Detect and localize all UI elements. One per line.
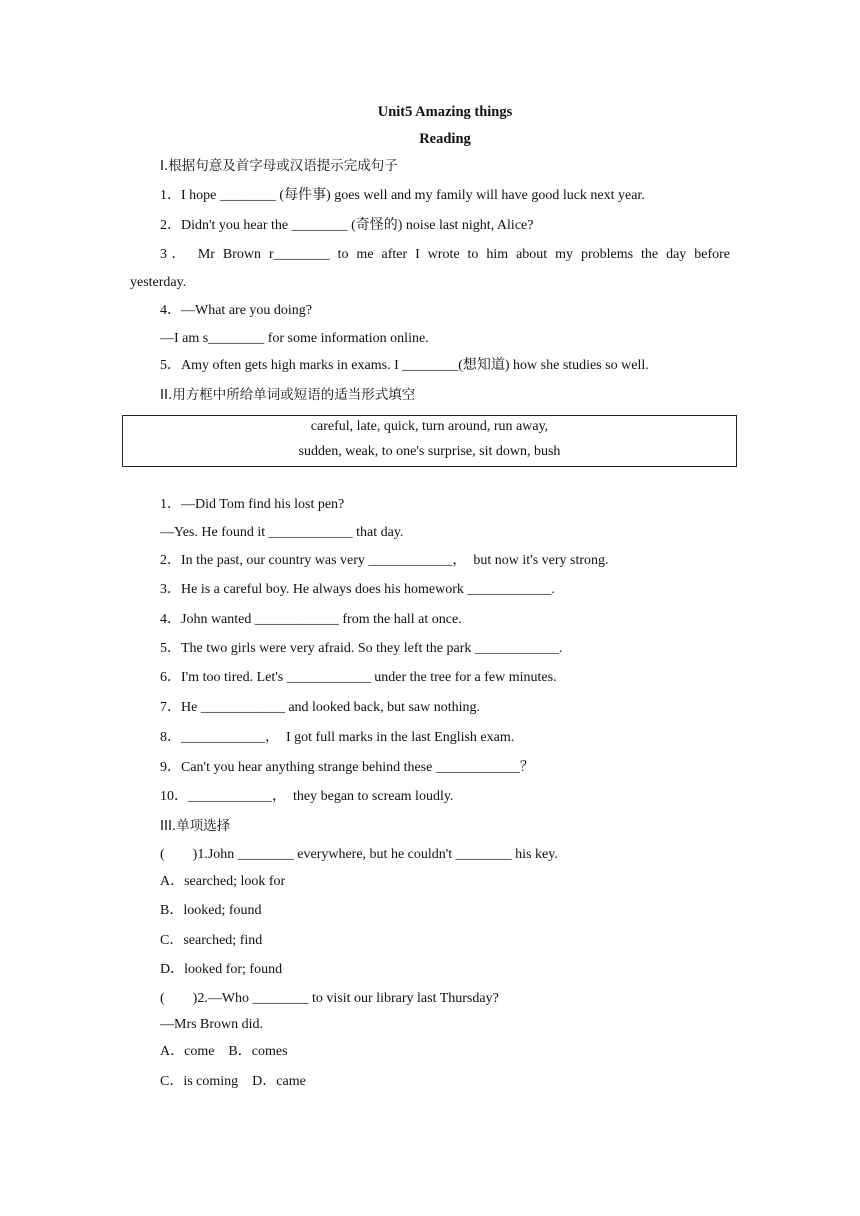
section2-item-7: 7．He ____________ and looked back, but saw nothing.: [160, 700, 481, 715]
section3-q1-option-a: A．searched; look for: [160, 874, 286, 889]
section2-item-9: 9．Can't you hear anything strange behind these ____________？: [160, 760, 534, 775]
section2-item-10: 10．____________， they began to scream loudly.: [160, 789, 454, 804]
section3-q1-option-b: B．looked; found: [160, 903, 262, 918]
section2-item-2: 2．In the past, our country was very ____________， but now it's very strong.: [160, 553, 609, 568]
page-title: Unit5 Amazing things: [377, 104, 513, 120]
section1-item-3-cont: yesterday.: [130, 275, 187, 290]
section1-item-4-answer: —I am s________ for some information online.: [160, 331, 429, 346]
section3-q2-options-cd: C．is coming D．came: [160, 1074, 306, 1089]
word-box-line-1: careful, late, quick, turn around, run away,: [310, 419, 549, 434]
section3-q1-option-d: D．looked for; found: [160, 962, 283, 977]
section3-q1-option-c: C．searched; find: [160, 933, 263, 948]
section2-item-1-answer: —Yes. He found it ____________ that day.: [160, 525, 404, 540]
section3-question-1: ( )1.John ________ everywhere, but he couldn't ________ his key.: [160, 847, 558, 862]
section1-item-5: 5．Amy often gets high marks in exams. I ________(想知道) how she studies so well.: [160, 358, 649, 373]
section2-heading: II.用方框中所给单词或短语的适当形式填空: [160, 387, 416, 403]
word-box-line-2: sudden, weak, to one's surprise, sit down, bush: [298, 444, 561, 459]
section3-q2-options-ab: A．come B．comes: [160, 1044, 288, 1059]
section1-heading: I.根据句意及首字母或汉语提示完成句子: [160, 158, 398, 174]
page-subtitle: Reading: [419, 131, 471, 147]
section2-item-8: 8．____________， I got full marks in the last English exam.: [160, 730, 515, 745]
section2-item-4: 4．John wanted ____________ from the hall at once.: [160, 612, 462, 627]
section2-item-5: 5．The two girls were very afraid. So they left the park ____________.: [160, 641, 563, 656]
section1-item-2: 2．Didn't you hear the ________ (奇怪的) noise last night, Alice?: [160, 218, 534, 233]
section1-item-1: 1．I hope ________ (每件事) goes well and my family will have good luck next year.: [160, 188, 645, 203]
section2-item-3: 3．He is a careful boy. He always does his homework ____________.: [160, 582, 555, 597]
section1-item-4: 4．—What are you doing?: [160, 303, 313, 318]
section3-heading: III.单项选择: [160, 818, 231, 834]
section3-question-2: ( )2.—Who ________ to visit our library last Thursday?: [160, 991, 499, 1006]
section2-item-1: 1．—Did Tom find his lost pen?: [160, 497, 345, 512]
section1-item-3: 3． Mr Brown r________ to me after I wrote to him about my problems the day before: [160, 247, 730, 262]
section3-q2-answer: —Mrs Brown did.: [160, 1017, 264, 1032]
word-box: [122, 415, 737, 467]
section2-item-6: 6．I'm too tired. Let's ____________ under the tree for a few minutes.: [160, 670, 557, 685]
